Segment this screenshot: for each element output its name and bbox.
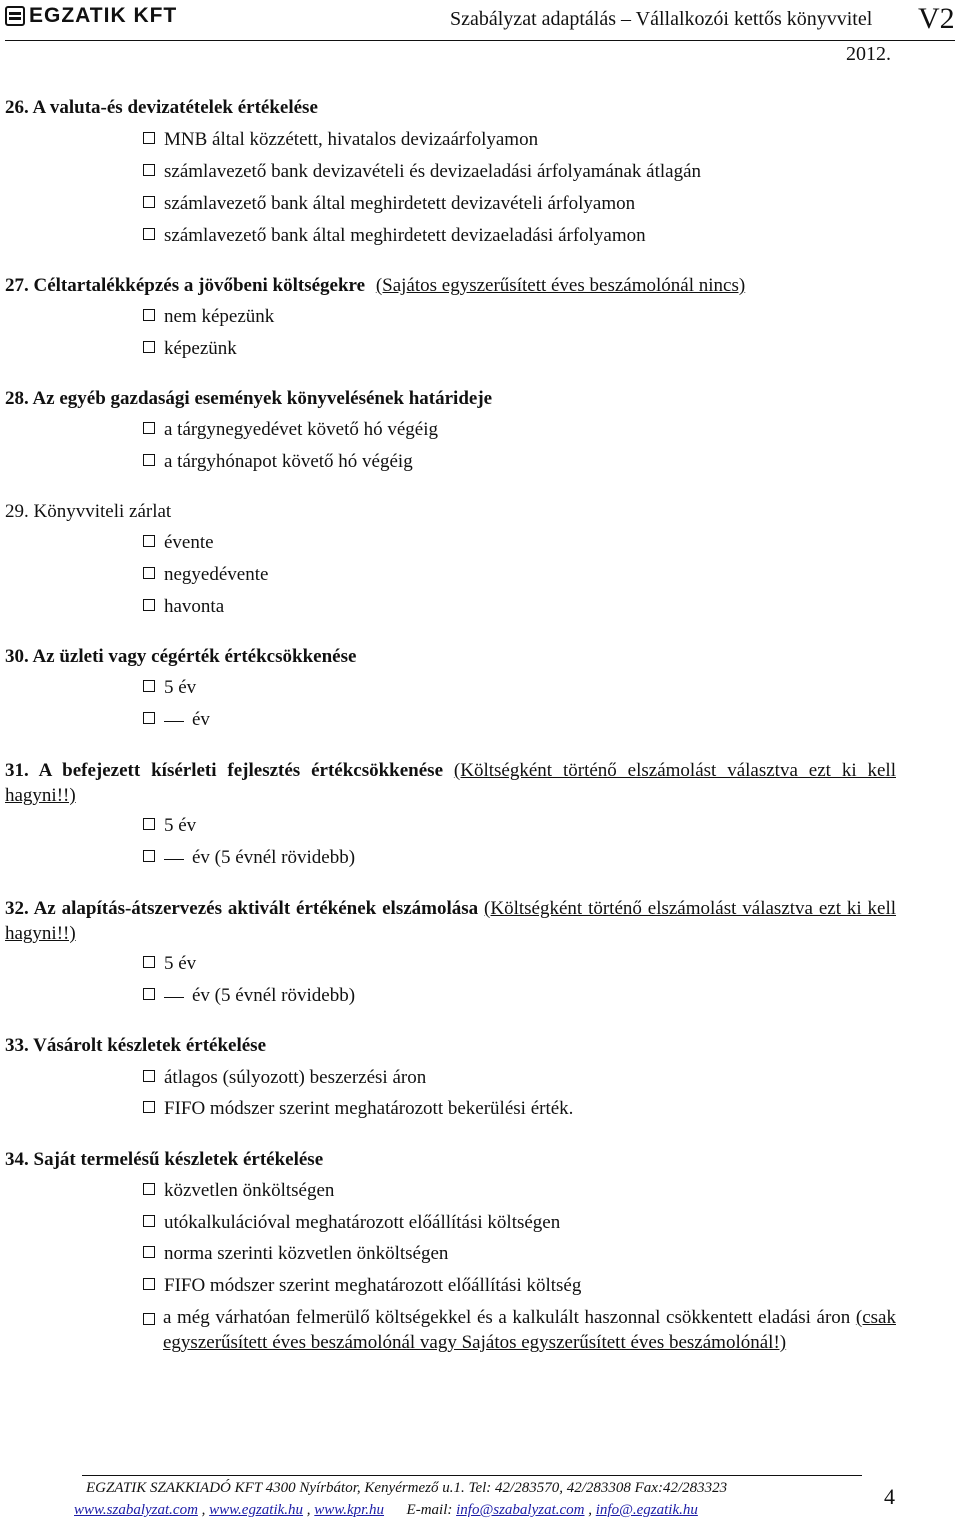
document-version: V2 [918,2,955,35]
logo-text: EGZATIK KFT [29,4,178,27]
section-32-option: 5 év [143,953,196,975]
section-31-note: (Költségként történő elszámolást választva ezt ki kell hagyni!!) [5,760,896,806]
section-26-option: számlavezető bank devizavételi és devizaeladási árfolyamának átlagán [143,161,701,183]
section-34-last-option-note: (csak egyszerűsített éves beszámolónál vagy Sajátos egyszerűsített éves beszámolónál!) [163,1307,896,1353]
section-32-heading-block [5,896,896,946]
footer-links: www.szabalyzat.com , www.egzatik.hu , www.kpr.hu E-mail: info@szabalyzat.com , info@.egzatik.hu [74,1502,698,1518]
section-26-option: számlavezető bank által meghirdetett devizavételi árfolyamon [143,193,635,215]
section-27-heading-line [5,275,745,297]
section-29-option: havonta [143,596,224,618]
section-27-heading: 27. Céltartalékképzés a jövőbeni költségekre [5,275,366,296]
checkbox[interactable] [143,988,155,1000]
section-31-heading-block [5,758,896,808]
company-logo [5,4,177,28]
page-number: 4 [884,1484,895,1509]
section-34-last-option-text: a még várhatóan felmerülő költségekkel és a kalkulált haszonnal csökkentett eladási áron [163,1307,851,1328]
years-blank[interactable] [164,997,184,998]
checkbox[interactable] [143,1313,155,1325]
section-26-option: MNB által közzétett, hivatalos devizaárfolyamon [143,129,538,151]
section-31-heading: 31. A befejezett kísérleti fejlesztés értékcsökkenése [5,760,444,781]
section-34-option-last [163,1305,896,1355]
section-34-option: utókalkulációval meghatározott előállítási költségen [143,1212,560,1234]
section-34-option: FIFO módszer szerint meghatározott előállítási költség [143,1275,581,1297]
footer-company-info: EGZATIK SZAKKIADÓ KFT 4300 Nyírbátor, Kenyérmező u.1. Tel: 42/283570, 42/283308 Fax:42/283323 [86,1480,728,1496]
section-28-heading: 28. Az egyéb gazdasági események könyvelésének határideje [5,388,493,409]
footer-divider [82,1475,862,1476]
checkbox[interactable] [143,1246,155,1258]
section-31-option: 5 év [143,815,196,837]
section-27-note: (Sajátos egyszerűsített éves beszámolónál nincs) [375,275,746,296]
section-33-option: FIFO módszer szerint meghatározott bekerülési érték. [143,1098,573,1120]
document-title: Szabályzat adaptálás – Vállalkozói kettős könyvvitel [450,8,873,30]
checkbox[interactable] [143,341,155,353]
checkbox[interactable] [143,956,155,968]
checkbox[interactable] [143,818,155,830]
checkbox[interactable] [143,309,155,321]
section-34-heading: 34. Saját termelésű készletek értékelése [5,1149,324,1170]
checkbox[interactable] [143,599,155,611]
checkbox[interactable] [143,132,155,144]
years-blank[interactable] [164,859,184,860]
checkbox[interactable] [143,422,155,434]
section-32-heading: 32. Az alapítás-átszervezés aktivált értékének elszámolása [5,898,479,919]
footer-email-label: E-mail: [406,1502,453,1518]
checkbox[interactable] [143,535,155,547]
section-33-heading: 33. Vásárolt készletek értékelése [5,1035,266,1056]
header-divider [5,40,955,41]
section-27-option: képezünk [143,338,237,360]
footer-email-link[interactable]: info@szabalyzat.com [456,1502,585,1518]
section-29-option: negyedévente [143,564,268,586]
section-28-option: a tárgyhónapot követő hó végéig [143,451,413,473]
checkbox[interactable] [143,1070,155,1082]
section-26-heading: 26. A valuta-és devizatételek értékelése [5,97,318,118]
checkbox[interactable] [143,1215,155,1227]
footer-link[interactable]: www.egzatik.hu [209,1502,304,1518]
section-26-option: számlavezető bank által meghirdetett devizaeladási árfolyamon [143,225,646,247]
section-30-option: 5 év [143,677,196,699]
section-31-option: év (5 évnél rövidebb) [143,847,355,869]
section-32-note: (Költségként történő elszámolást választva ezt ki kell hagyni!!) [5,898,897,944]
checkbox[interactable] [143,196,155,208]
years-blank[interactable] [164,721,184,722]
checkbox[interactable] [143,850,155,862]
section-28-option: a tárgynegyedévet követő hó végéig [143,419,438,441]
section-29-option: évente [143,532,214,554]
section-30-heading: 30. Az üzleti vagy cégérték értékcsökkenése [5,646,357,667]
checkbox[interactable] [143,1101,155,1113]
checkbox[interactable] [143,1278,155,1290]
section-29-heading: 29. Könyvviteli zárlat [5,501,172,522]
page-header [0,0,960,70]
checkbox[interactable] [143,1183,155,1195]
document-year: 2012. [846,43,891,65]
logo-icon [5,6,25,26]
section-27-option: nem képezünk [143,306,274,328]
section-32-option: év (5 évnél rövidebb) [143,985,355,1007]
checkbox[interactable] [143,680,155,692]
footer-email-link[interactable]: info@.egzatik.hu [595,1502,698,1518]
checkbox[interactable] [143,228,155,240]
footer-link[interactable]: www.szabalyzat.com [74,1502,198,1518]
section-34-option: norma szerinti közvetlen önköltségen [143,1243,448,1265]
footer-link[interactable]: www.kpr.hu [314,1502,385,1518]
section-30-option: év [143,709,210,731]
checkbox[interactable] [143,164,155,176]
checkbox[interactable] [143,712,155,724]
section-33-option: átlagos (súlyozott) beszerzési áron [143,1067,426,1089]
section-34-option: közvetlen önköltségen [143,1180,334,1202]
checkbox[interactable] [143,454,155,466]
checkbox[interactable] [143,567,155,579]
